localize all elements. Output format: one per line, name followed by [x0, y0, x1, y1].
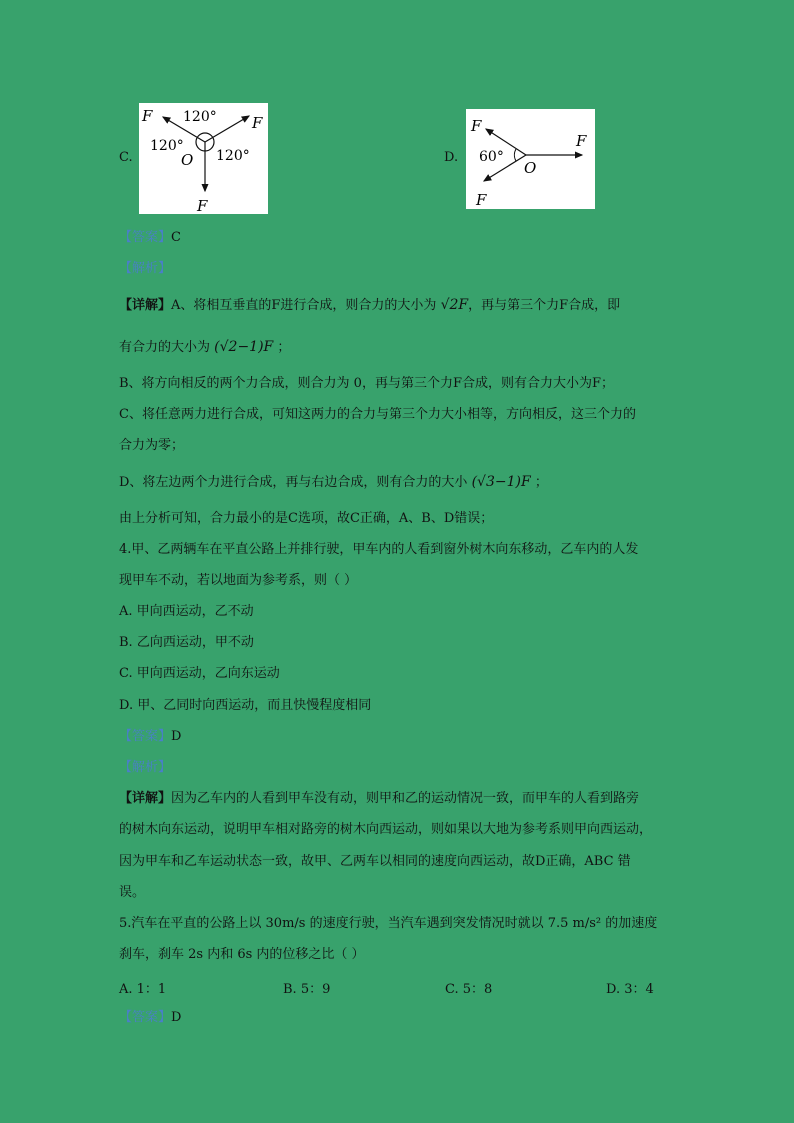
angle-label: 60° [479, 149, 504, 165]
q3-detail-a1 [119, 296, 620, 315]
q5-option-d: D. 3：4 [606, 982, 654, 997]
answer-tag: 【答案】 [119, 230, 172, 245]
detail-text: A、将相互垂直的F进行合成，则合力的大小为 [171, 298, 437, 313]
q3-detail-c2: 合力为零； [119, 438, 185, 453]
q4-stem-line2: 现甲车不动，若以地面为参考系，则（ ） [119, 573, 358, 588]
force-label-left: F [142, 107, 153, 125]
q5-option-b: B. 5：9 [283, 982, 331, 997]
force-label-down: F [197, 197, 208, 214]
q3-detail-a2 [119, 338, 290, 357]
figure-d-diagram [466, 109, 595, 209]
figure-d [466, 109, 595, 209]
q5-option-a: A. 1：1 [119, 982, 167, 997]
q3-detail-b: B、将方向相反的两个力合成，则合力为 0，再与第三个力F合成，则有合力大小为F； [119, 376, 614, 391]
answer-tag: 【答案】 [119, 729, 172, 744]
math-expression: (√2−1)F [214, 339, 274, 355]
analysis-tag: 【解析】 [119, 760, 172, 775]
q4-option-b: B. 乙向西运动，甲不动 [119, 635, 254, 650]
q4-option-a: A. 甲向西运动，乙不动 [119, 604, 254, 619]
angle-label-top: 120° [183, 109, 217, 125]
q4-detail-line4: 误。 [119, 885, 146, 900]
q5-stem-line2: 刹车，刹车 2s 内和 6s 内的位移之比（ ） [119, 947, 365, 962]
q4-detail-line2: 的树木向东运动，说明甲车相对路旁的树木向西运动，则如果以大地为参考系则甲向西运动， [119, 822, 653, 837]
q5-stem-line1: 5.汽车在平直的公路上以 30m/s 的速度行驶，当汽车遇到突发情况时就以 7.5 m/s² 的加速度 [119, 916, 658, 931]
q3-detail-d [119, 473, 548, 492]
detail-tag: 【详解】 [119, 791, 172, 806]
answer-value: C [171, 230, 181, 245]
q5-option-c: C. 5：8 [445, 982, 493, 997]
q4-option-d: D. 甲、乙同时向西运动，而且快慢程度相同 [119, 698, 372, 713]
q4-answer-line [119, 728, 181, 746]
angle-label-right: 120° [216, 148, 250, 164]
q4-detail-line1 [119, 790, 639, 808]
detail-text-tail: ，再与第三个力F合成，即 [468, 298, 621, 313]
figure-c [139, 103, 268, 214]
option-d-label: D. [444, 150, 459, 165]
analysis-tag: 【解析】 [119, 261, 172, 276]
math-expression: √2F [440, 297, 469, 313]
force-label-right: F [576, 132, 587, 150]
answer-value: D [171, 1010, 182, 1025]
q3-answer-line [119, 229, 181, 247]
figure-c-diagram [139, 103, 268, 214]
q4-detail-line3: 因为甲车和乙车运动状态一致，故甲、乙两车以相同的速度向西运动，故D正确，ABC 错 [119, 854, 631, 869]
detail-tag: 【详解】 [119, 298, 172, 313]
answer-tag: 【答案】 [119, 1010, 172, 1025]
q3-analysis-line [119, 260, 171, 278]
q4-stem-line1: 4.甲、乙两辆车在平直公路上并排行驶，甲车内的人看到窗外树木向东移动，乙车内的人发 [119, 542, 639, 557]
origin-label: O [181, 151, 194, 169]
q3-conclusion: 由上分析可知，合力最小的是C选项，故C正确，A、B、D错误； [119, 511, 494, 526]
q5-answer-line [119, 1009, 181, 1027]
detail-text-tail: ； [534, 475, 548, 490]
detail-text: D、将左边两个力进行合成，再与右边合成，则有合力的大小 [119, 475, 468, 490]
q4-analysis-line [119, 759, 171, 777]
q4-option-c: C. 甲向西运动，乙向东运动 [119, 666, 280, 681]
q3-detail-c1: C、将任意两力进行合成，可知这两力的合力与第三个力大小相等，方向相反，这三个力的 [119, 407, 636, 422]
force-label-lower-left: F [476, 191, 487, 209]
detail-text: 因为乙车内的人看到甲车没有动，则甲和乙的运动情况一致，而甲车的人看到路旁 [171, 791, 640, 806]
detail-text: 有合力的大小为 [119, 340, 211, 355]
detail-text-tail: ； [277, 340, 291, 355]
angle-arc [514, 149, 516, 161]
force-label-right: F [252, 114, 263, 132]
option-c-label: C. [119, 150, 133, 165]
force-label-upper-left: F [471, 117, 482, 135]
angle-label-left: 120° [150, 138, 184, 154]
answer-value: D [171, 729, 182, 744]
origin-label: O [524, 159, 537, 177]
math-expression: (√3−1)F [471, 474, 531, 490]
